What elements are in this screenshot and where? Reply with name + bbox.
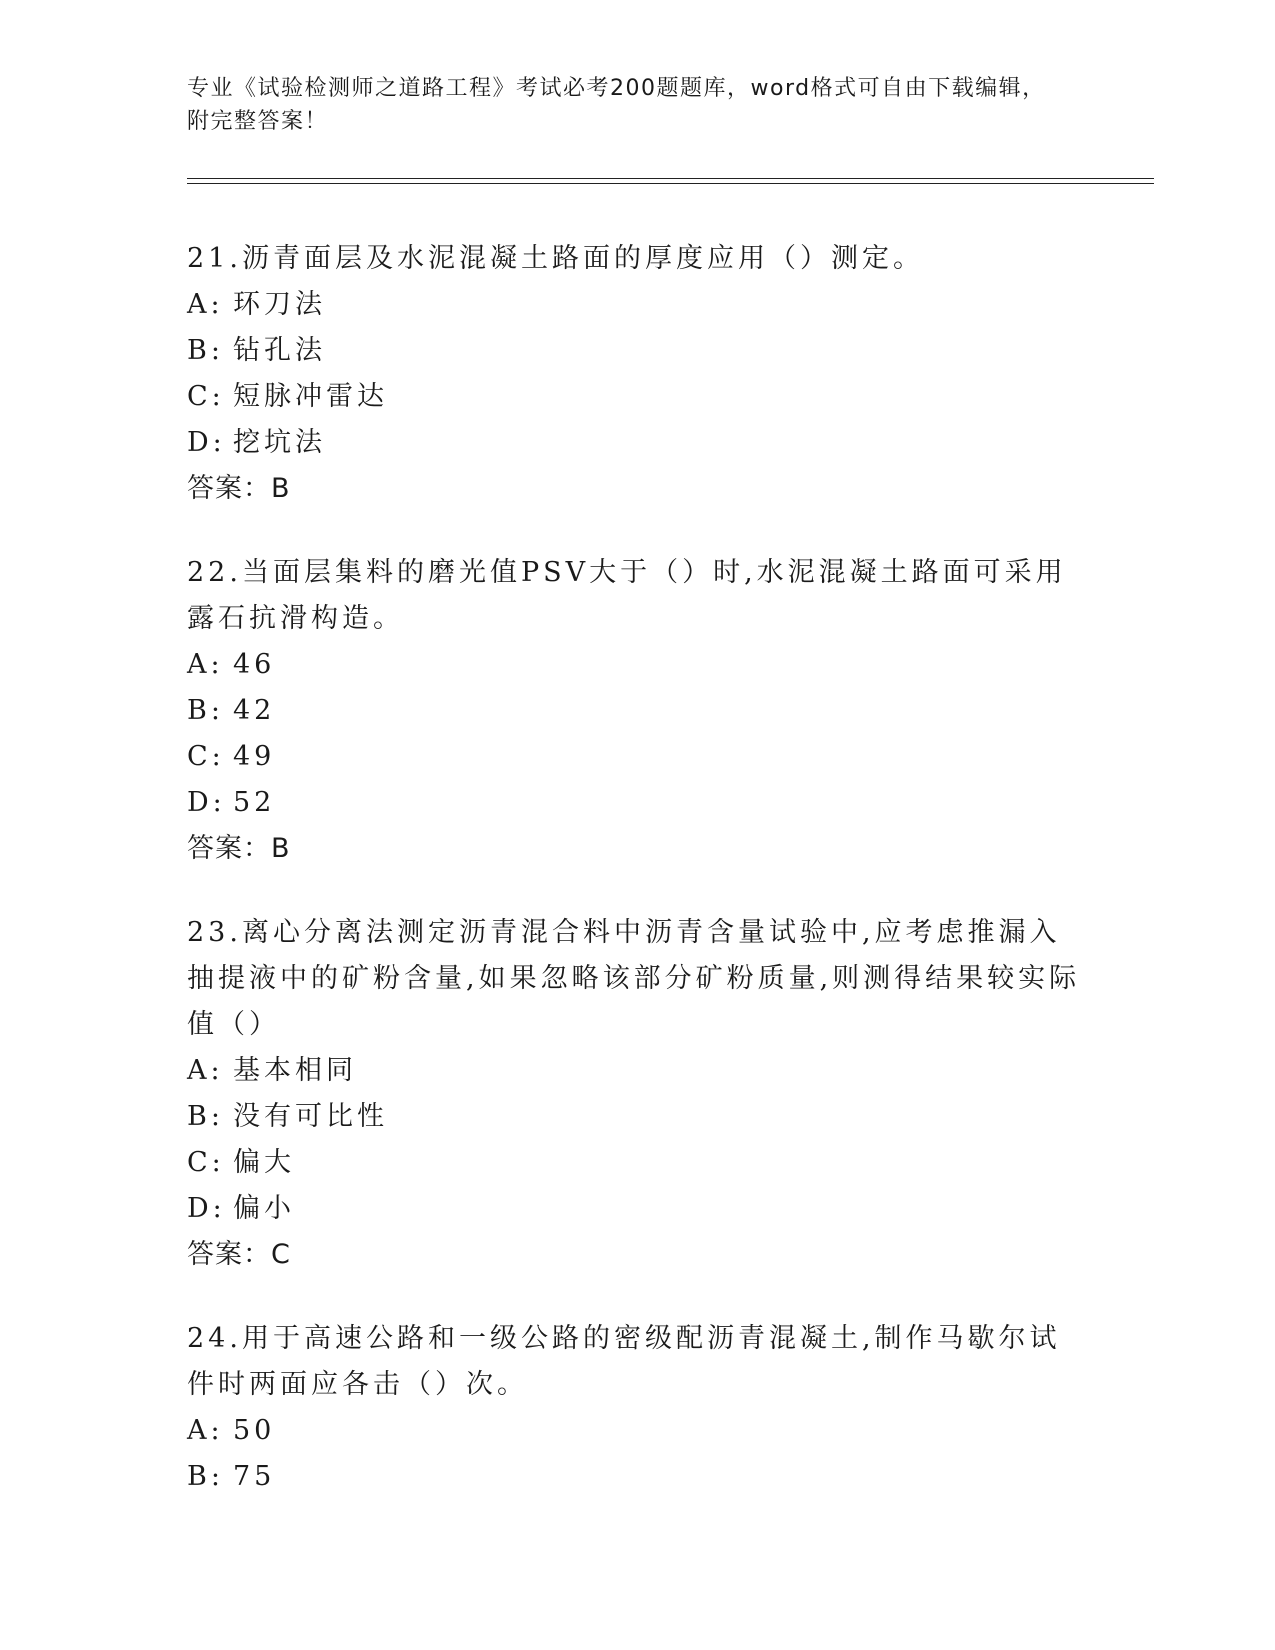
option-text: 没有可比性 xyxy=(233,1101,388,1132)
option-label: A: xyxy=(187,1415,224,1446)
option-b xyxy=(187,688,1087,734)
answer: 答案：C xyxy=(187,1239,291,1270)
option-d xyxy=(187,1186,1087,1232)
header-divider-bottom xyxy=(187,183,1154,184)
option-b xyxy=(187,328,1087,374)
question-23 xyxy=(187,910,1087,1278)
option-label: B: xyxy=(187,695,224,726)
option-label: A: xyxy=(187,649,224,680)
question-text: 24.用于高速公路和一级公路的密级配沥青混凝土,制作马歇尔试件时两面应各击（）次。 xyxy=(187,1323,1061,1400)
option-a xyxy=(187,1048,1087,1094)
option-label: A: xyxy=(187,1055,224,1086)
option-a xyxy=(187,642,1087,688)
header-divider-top xyxy=(187,178,1154,179)
question-list xyxy=(187,236,1087,1538)
option-label: C: xyxy=(187,1147,225,1178)
option-text: 偏大 xyxy=(233,1147,295,1178)
option-d xyxy=(187,420,1087,466)
option-label: C: xyxy=(187,381,225,412)
option-label: A: xyxy=(187,289,224,320)
option-label: D: xyxy=(187,427,226,458)
option-label: B: xyxy=(187,1101,224,1132)
option-b xyxy=(187,1454,1087,1500)
option-text: 挖坑法 xyxy=(233,427,326,458)
option-text: 75 xyxy=(233,1461,276,1492)
question-24 xyxy=(187,1316,1087,1500)
option-text: 42 xyxy=(233,695,276,726)
option-text: 环刀法 xyxy=(233,289,326,320)
option-text: 49 xyxy=(233,741,276,772)
question-22 xyxy=(187,550,1087,872)
question-text: 22.当面层集料的磨光值PSV大于（）时,水泥混凝土路面可采用露石抗滑构造。 xyxy=(187,557,1067,634)
question-text: 21.沥青面层及水泥混凝土路面的厚度应用（）测定。 xyxy=(187,243,924,274)
option-text: 52 xyxy=(233,787,276,818)
option-label: D: xyxy=(187,787,226,818)
question-text: 23.离心分离法测定沥青混合料中沥青含量试验中,应考虑推漏入抽提液中的矿粉含量,如果忽略该部分矿粉质量,则测得结果较实际值（） xyxy=(187,917,1081,1040)
option-b xyxy=(187,1094,1087,1140)
option-text: 偏小 xyxy=(233,1193,295,1224)
question-21 xyxy=(187,236,1087,512)
option-c xyxy=(187,1140,1087,1186)
document-header: 专业《试验检测师之道路工程》考试必考200题题库，word格式可自由下载编辑，附完整答案！ xyxy=(187,76,1046,134)
answer: 答案：B xyxy=(187,473,291,504)
option-c xyxy=(187,734,1087,780)
option-label: B: xyxy=(187,335,224,366)
option-a xyxy=(187,282,1087,328)
option-text: 50 xyxy=(233,1415,276,1446)
option-text: 基本相同 xyxy=(233,1055,357,1086)
option-label: D: xyxy=(187,1193,226,1224)
option-c xyxy=(187,374,1087,420)
option-text: 短脉冲雷达 xyxy=(233,381,388,412)
option-text: 46 xyxy=(233,649,276,680)
option-a xyxy=(187,1408,1087,1454)
option-d xyxy=(187,780,1087,826)
option-label: C: xyxy=(187,741,225,772)
answer: 答案：B xyxy=(187,833,291,864)
option-text: 钻孔法 xyxy=(233,335,326,366)
option-label: B: xyxy=(187,1461,224,1492)
